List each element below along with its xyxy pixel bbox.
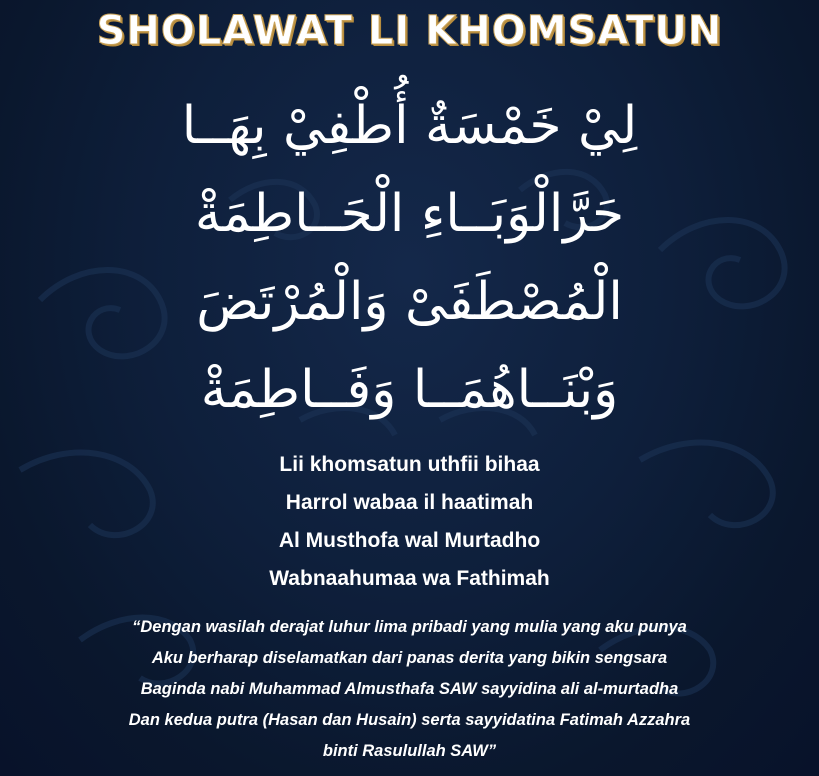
translation-line: Baginda nabi Muhammad Almusthafa SAW sayyidina ali al-murtadha (140, 680, 679, 698)
translation-line: binti Rasulullah SAW” (322, 742, 497, 760)
translation-text (0, 612, 819, 767)
arabic-line: الْمُصْطَفَىْ وَالْمُرْتَضَ (196, 272, 623, 332)
arabic-verse (0, 82, 819, 434)
arabic-line: وَبْنَــاهُمَــا وَفَــاطِمَةْ (200, 360, 619, 420)
translation-line: Aku berharap diselamatkan dari panas derita yang bikin sengsara (151, 649, 668, 667)
transliteration-line: Harrol wabaa il haatimah (285, 491, 534, 514)
transliteration-verse (0, 446, 819, 598)
transliteration-line: Wabnaahumaa wa Fathimah (269, 567, 550, 590)
transliteration-line: Al Musthofa wal Murtadho (278, 529, 541, 552)
page-title: SHOLAWAT LI KHOMSATUN (96, 8, 723, 54)
arabic-line: لِيْ خَمْسَةٌ أُطْفِيْ بِهَــا (181, 96, 638, 156)
translation-line: “Dengan wasilah derajat luhur lima pribadi yang mulia yang aku punya (132, 618, 687, 636)
arabic-line: حَرَّالْوَبَــاءِ الْحَــاطِمَةْ (194, 184, 625, 244)
translation-line: Dan kedua putra (Hasan dan Husain) serta sayyidatina Fatimah Azzahra (128, 711, 691, 729)
transliteration-line: Lii khomsatun uthfii bihaa (279, 453, 540, 476)
